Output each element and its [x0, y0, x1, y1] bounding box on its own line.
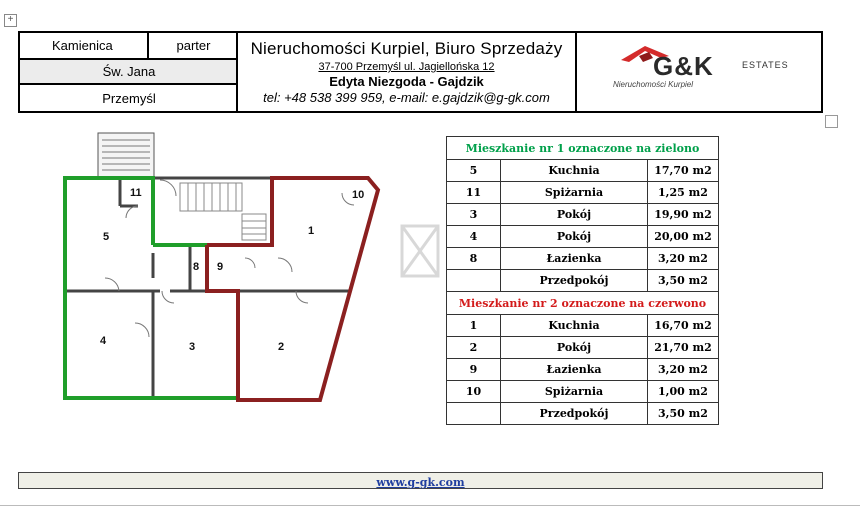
room-area: 21,70 m2: [648, 337, 719, 359]
table-row: [447, 226, 719, 248]
table-row: [447, 359, 719, 381]
table-row: [447, 270, 719, 292]
city-cell: [20, 85, 238, 111]
room-name: Pokój: [501, 226, 648, 248]
room-area: 17,70 m2: [648, 160, 719, 182]
room-number: 1: [447, 315, 501, 337]
room-area: 19,90 m2: [648, 204, 719, 226]
room-label-1: 1: [308, 225, 315, 237]
watermark-icon: [398, 222, 442, 280]
room-name: Łazienka: [501, 248, 648, 270]
room-label-9: 9: [217, 261, 224, 273]
table-row: [447, 160, 719, 182]
table-row: [447, 315, 719, 337]
room-name: Pokój: [501, 337, 648, 359]
room-number: 8: [447, 248, 501, 270]
table-row: [447, 204, 719, 226]
building-type-cell: [20, 33, 147, 58]
room-name: Kuchnia: [501, 315, 648, 337]
room-label-10: 10: [352, 189, 365, 201]
apartment-2-title: Mieszkanie nr 2 oznaczone na czerwono: [447, 292, 719, 315]
room-label-2: 2: [278, 341, 285, 353]
building-type: Kamienica: [52, 38, 113, 53]
room-area: 3,20 m2: [648, 248, 719, 270]
website-link[interactable]: www.g-gk.com: [376, 476, 465, 489]
room-label-3: 3: [189, 341, 196, 353]
table-move-handle[interactable]: +: [4, 14, 17, 27]
room-name: Kuchnia: [501, 160, 648, 182]
floor-cell: [149, 33, 238, 58]
room-name: Przedpokój: [501, 403, 648, 425]
interior-stairs: [180, 183, 266, 240]
table-row: [447, 248, 719, 270]
floor-plan: [50, 128, 390, 413]
header-table: [18, 31, 823, 113]
table-row: [447, 182, 719, 204]
agent-contact[interactable]: tel: +48 538 399 959, e-mail: e.gajdzik@g-gk.com: [263, 90, 550, 105]
street-cell: [20, 60, 238, 83]
room-area: 1,25 m2: [648, 182, 719, 204]
doors: [105, 180, 354, 337]
room-number: 4: [447, 226, 501, 248]
room-label-8: 8: [193, 261, 200, 273]
agency-address: 37-700 Przemyśl ul. Jagiellońska 12: [318, 61, 495, 73]
agent-name: Edyta Niezgoda - Gajdzik: [329, 74, 484, 89]
page-divider: [0, 505, 860, 506]
apartment-1-title: Mieszkanie nr 1 oznaczone na zielono: [447, 137, 719, 160]
table-row: [447, 337, 719, 359]
room-name: Przedpokój: [501, 270, 648, 292]
room-number: 3: [447, 204, 501, 226]
logo-subtitle: Nieruchomości Kurpiel: [613, 80, 694, 89]
floor-label: parter: [176, 38, 211, 53]
room-number: [447, 270, 501, 292]
agency-name: Nieruchomości Kurpiel, Biuro Sprzedaży: [250, 39, 563, 58]
room-name: Pokój: [501, 204, 648, 226]
room-name: Spiżarnia: [501, 182, 648, 204]
footer-bar: [18, 472, 823, 489]
city-label: Przemyśl: [102, 90, 156, 106]
room-area: 1,00 m2: [648, 381, 719, 403]
table-row: [447, 381, 719, 403]
room-label-4: 4: [100, 335, 107, 347]
agency-info: [238, 33, 575, 111]
room-number: [447, 403, 501, 425]
room-name: Łazienka: [501, 359, 648, 381]
room-area: 3,20 m2: [648, 359, 719, 381]
table-row: [447, 403, 719, 425]
room-number: 11: [447, 182, 501, 204]
room-area: 3,50 m2: [648, 403, 719, 425]
room-area-table: [446, 136, 719, 425]
room-label-11: 11: [130, 187, 142, 199]
room-number: 10: [447, 381, 501, 403]
logo-brand-suffix: ESTATES: [742, 60, 789, 70]
room-number: 9: [447, 359, 501, 381]
room-name: Spiżarnia: [501, 381, 648, 403]
room-area: 20,00 m2: [648, 226, 719, 248]
stair-block: [98, 133, 154, 179]
resize-handle[interactable]: [825, 115, 838, 128]
logo-brand: G&K: [653, 51, 714, 81]
room-number: 2: [447, 337, 501, 359]
room-number: 5: [447, 160, 501, 182]
room-label-5: 5: [103, 231, 110, 243]
company-logo: [577, 33, 821, 111]
street-label: Św. Jana: [102, 64, 156, 79]
room-area: 3,50 m2: [648, 270, 719, 292]
room-area: 16,70 m2: [648, 315, 719, 337]
